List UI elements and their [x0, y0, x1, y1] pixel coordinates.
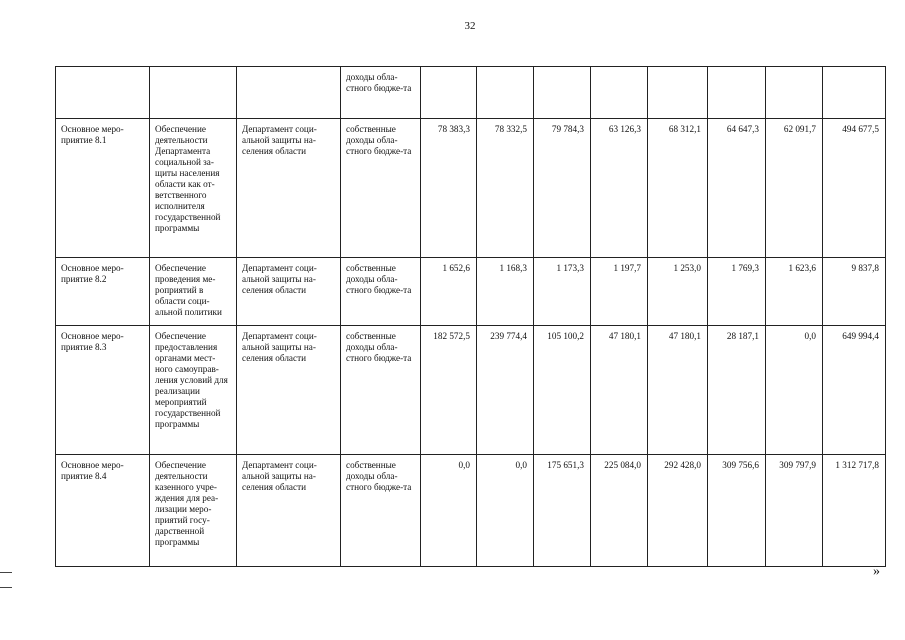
value-cell: 1 652,6: [421, 258, 477, 326]
description-cell: Обеспечение деятельности казенного учре-ждения для реа-лизации меро-приятий госу-дарственной программы: [150, 455, 237, 567]
event-cell: Основное меро-приятие 8.3: [56, 326, 150, 455]
value-cell: 1 253,0: [648, 258, 708, 326]
value-cell: 239 774,4: [477, 326, 534, 455]
funding-source-cell: собственные доходы обла-стного бюдже-та: [341, 326, 421, 455]
executor-cell: [237, 67, 341, 119]
funding-source-cell: доходы обла-стного бюдже-та: [341, 67, 421, 119]
value-cell: [648, 67, 708, 119]
value-cell: 1 168,3: [477, 258, 534, 326]
value-cell: 105 100,2: [534, 326, 591, 455]
value-cell: [421, 67, 477, 119]
value-cell: [477, 67, 534, 119]
value-cell: 62 091,7: [766, 119, 823, 258]
value-cell: 0,0: [766, 326, 823, 455]
executor-cell: Департамент соци-альной защиты на-селения области: [237, 326, 341, 455]
event-cell: Основное меро-приятие 8.2: [56, 258, 150, 326]
closing-quote-mark: »: [873, 564, 880, 579]
description-cell: Обеспечение деятельности Департамента социальной за-щиты населения области как от-ветственного исполнителя государственной программы: [150, 119, 237, 258]
value-cell: 78 332,5: [477, 119, 534, 258]
value-cell: 175 651,3: [534, 455, 591, 567]
value-cell: 79 784,3: [534, 119, 591, 258]
budget-table: [55, 66, 886, 567]
value-cell: 292 428,0: [648, 455, 708, 567]
total-cell: [823, 67, 886, 119]
funding-source-cell: собственные доходы обла-стного бюдже-та: [341, 455, 421, 567]
total-cell: 9 837,8: [823, 258, 886, 326]
table-row-continuation: [56, 67, 886, 119]
total-cell: 494 677,5: [823, 119, 886, 258]
value-cell: [708, 67, 766, 119]
value-cell: 309 756,6: [708, 455, 766, 567]
value-cell: 68 312,1: [648, 119, 708, 258]
value-cell: 225 084,0: [591, 455, 648, 567]
scan-margin-mark: [0, 587, 12, 588]
value-cell: 47 180,1: [591, 326, 648, 455]
scan-margin-mark: [0, 572, 12, 573]
event-cell: Основное меро-приятие 8.4: [56, 455, 150, 567]
table-row-event-8-3: [56, 326, 886, 455]
value-cell: 78 383,3: [421, 119, 477, 258]
table-row-event-8-1: [56, 119, 886, 258]
total-cell: 1 312 717,8: [823, 455, 886, 567]
description-cell: Обеспечение проведения ме-роприятий в области соци-альной политики: [150, 258, 237, 326]
value-cell: 28 187,1: [708, 326, 766, 455]
value-cell: [766, 67, 823, 119]
description-cell: Обеспечение предоставления органами мест-ного самоуправ-ления условий для реализации мероприятий государственной программы: [150, 326, 237, 455]
value-cell: 63 126,3: [591, 119, 648, 258]
value-cell: 309 797,9: [766, 455, 823, 567]
description-cell: [150, 67, 237, 119]
value-cell: 1 173,3: [534, 258, 591, 326]
event-cell: Основное меро-приятие 8.1: [56, 119, 150, 258]
page-number: 32: [464, 20, 476, 32]
funding-source-cell: собственные доходы обла-стного бюдже-та: [341, 258, 421, 326]
value-cell: 64 647,3: [708, 119, 766, 258]
value-cell: 0,0: [421, 455, 477, 567]
value-cell: 1 623,6: [766, 258, 823, 326]
value-cell: [534, 67, 591, 119]
value-cell: [591, 67, 648, 119]
funding-source-cell: собственные доходы обла-стного бюдже-та: [341, 119, 421, 258]
event-cell: [56, 67, 150, 119]
executor-cell: Департамент соци-альной защиты на-селения области: [237, 258, 341, 326]
executor-cell: Департамент соци-альной защиты на-селения области: [237, 119, 341, 258]
value-cell: 47 180,1: [648, 326, 708, 455]
value-cell: 182 572,5: [421, 326, 477, 455]
table-row-event-8-4: [56, 455, 886, 567]
value-cell: 1 197,7: [591, 258, 648, 326]
executor-cell: Департамент соци-альной защиты на-селения области: [237, 455, 341, 567]
value-cell: 1 769,3: [708, 258, 766, 326]
table-row-event-8-2: [56, 258, 886, 326]
value-cell: 0,0: [477, 455, 534, 567]
total-cell: 649 994,4: [823, 326, 886, 455]
